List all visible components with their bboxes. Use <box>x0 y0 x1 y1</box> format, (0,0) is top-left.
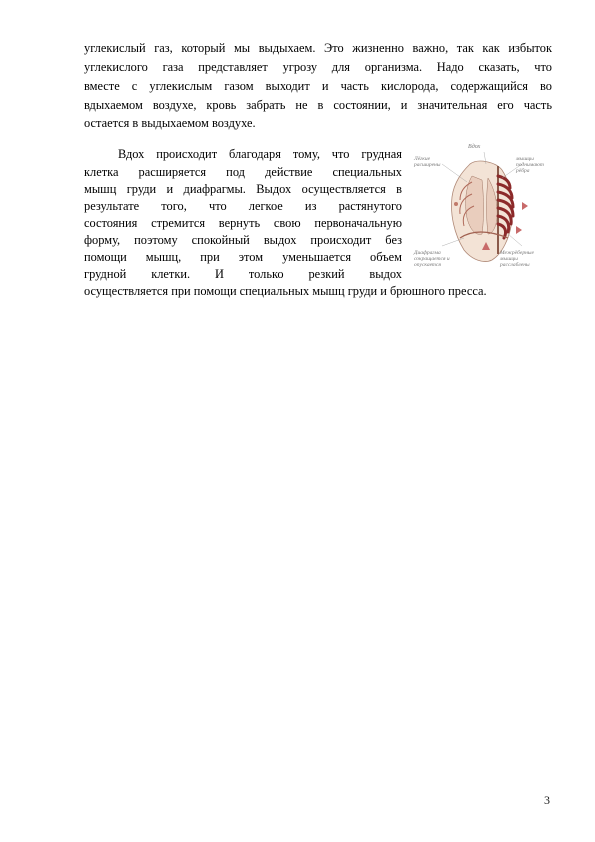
paragraph-2-line-8: грудной клетки. И только резкий выдох <box>84 267 402 281</box>
figure-label-diaphragm: Диафрагма сокращается и опускается <box>414 250 450 268</box>
paragraph-1-line-2: углекислого газа представляет угрозу для организма. Надо сказать, что <box>84 60 552 74</box>
paragraph-2-line-6: форму, поэтому спокойный выдох происходит без <box>84 233 402 247</box>
breathing-illustration <box>412 142 552 277</box>
paragraph-1-line-3: вместе с углекислым газом выходит и часть кислорода, содержащийся во <box>84 79 552 93</box>
figure-label-intercostal: Межрёберные мышцы расслаблены <box>500 250 534 268</box>
paragraph-1-line-5: остается в выдыхаемом воздухе. <box>84 116 256 130</box>
paragraph-2-line-9: осуществляется при помощи специальных мышц груди и брюшного пресса. <box>84 284 487 298</box>
paragraph-2-line-1: Вдох происходит благодаря тому, что грудная <box>118 147 402 161</box>
paragraph-2-line-5: состояния стремится вернуть свою первоначальную <box>84 216 402 230</box>
paragraph-1-line-4: вдыхаемом воздухе, кровь забрать не в состоянии, и значительная его часть <box>84 98 552 112</box>
figure-label-lungs: Лёгкие расширены <box>414 156 441 168</box>
page-number: 3 <box>544 793 550 807</box>
paragraph-2-line-7: помощи мышц, при этом уменьшается объем <box>84 250 402 264</box>
paragraph-2-line-4: результате того, что легкое из растянутого <box>84 199 402 213</box>
figure-label-inhale: Вдох <box>468 144 481 150</box>
paragraph-2-line-2: клетка расширяется под действие специальных <box>84 165 402 179</box>
paragraph-1-line-1: углекислый газ, который мы выдыхаем. Это жизненно важно, так как избыток <box>84 41 552 55</box>
paragraph-2-line-3: мышц груди и диафрагмы. Выдох осуществляется в <box>84 182 402 196</box>
figure-label-muscles-raise: мышцы поднимают рёбра <box>516 156 544 174</box>
